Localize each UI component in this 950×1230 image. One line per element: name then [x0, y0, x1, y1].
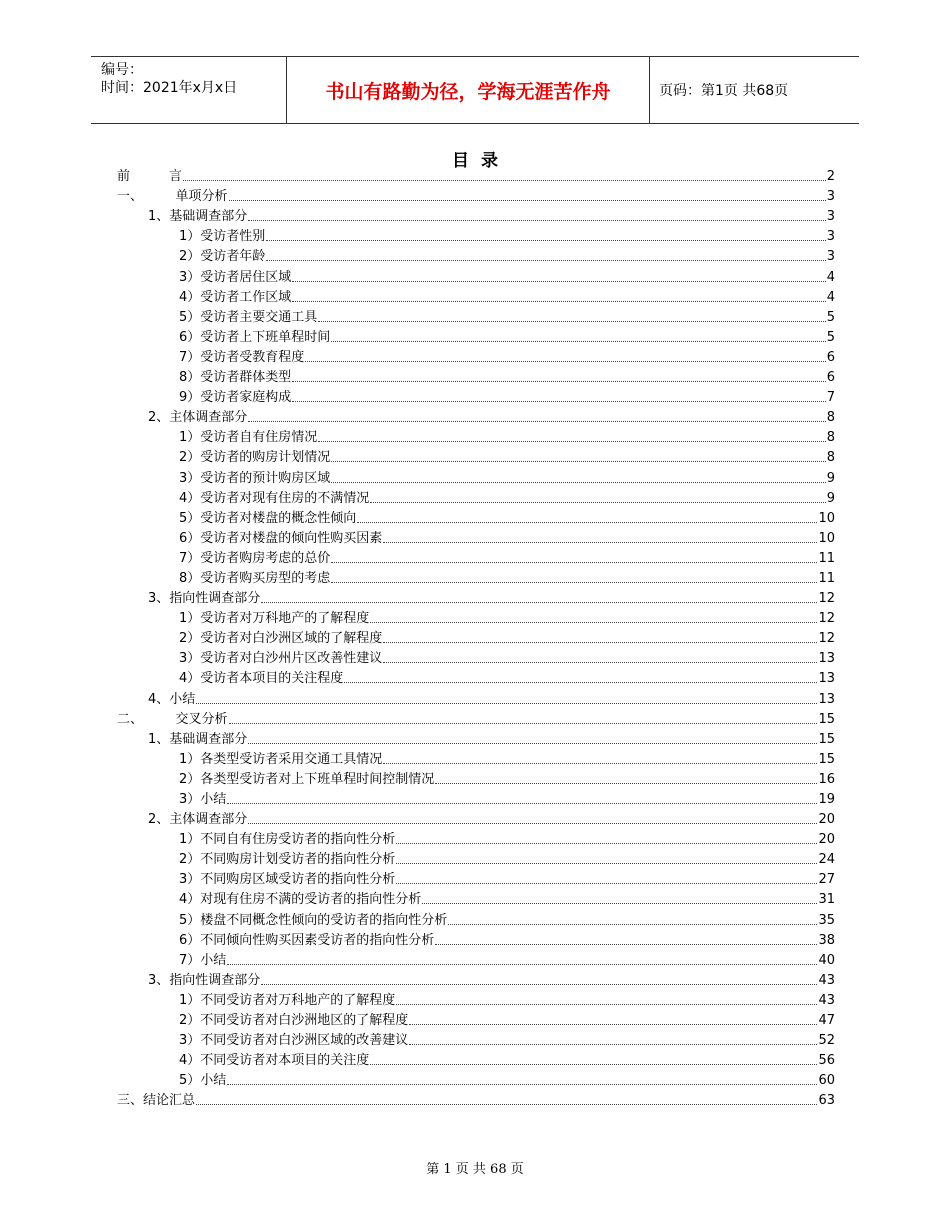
toc-entry-text: 5）受访者对楼盘的概念性倾向	[179, 510, 357, 526]
toc-leader	[344, 682, 817, 683]
toc-entry[interactable]	[117, 446, 835, 466]
toc-entry-page: 4	[826, 289, 835, 305]
toc-entry-text: 1、基础调查部分	[148, 209, 248, 225]
toc-entry-page: 10	[818, 510, 835, 526]
number-label: 编号：	[101, 62, 143, 78]
toc-entry-page: 38	[818, 932, 835, 948]
toc-entry-page: 47	[818, 1013, 835, 1029]
toc-entry-text: 6）受访者对楼盘的倾向性购买因素	[179, 530, 383, 546]
toc-entry-text: 8）受访者群体类型	[179, 370, 292, 386]
toc-entry[interactable]	[117, 1049, 835, 1069]
toc-entry-page: 40	[818, 952, 835, 968]
toc-entry-page: 8	[826, 450, 835, 466]
toc-entry[interactable]	[117, 165, 835, 185]
toc-entry-page: 43	[818, 972, 835, 988]
toc-leader	[422, 903, 817, 904]
toc-leader	[409, 1044, 817, 1045]
toc-entry[interactable]	[117, 1009, 835, 1029]
toc-entry-page: 11	[818, 570, 835, 586]
toc-entry-text: 1）不同自有住房受访者的指向性分析	[179, 832, 396, 848]
toc-leader	[331, 461, 825, 462]
toc-leader	[396, 1004, 817, 1005]
toc-leader	[448, 924, 817, 925]
toc-entry[interactable]	[117, 587, 835, 607]
toc-entry-text: 2）受访者年龄	[179, 249, 266, 265]
toc-leader	[196, 703, 817, 704]
toc-entry[interactable]	[117, 567, 835, 587]
toc-entry-page: 3	[826, 189, 835, 205]
toc-leader	[292, 281, 825, 282]
toc-leader	[261, 602, 817, 603]
toc-entry-text: 1）不同受访者对万科地产的了解程度	[179, 992, 396, 1008]
toc-entry-text: 5）小结	[179, 1073, 227, 1089]
toc-entry-page: 52	[818, 1033, 835, 1049]
toc-leader	[331, 341, 825, 342]
toc-entry-text: 5）楼盘不同概念性倾向的受访者的指向性分析	[179, 912, 448, 928]
toc-entry-page: 12	[818, 631, 835, 647]
toc-entry-page: 13	[818, 651, 835, 667]
toc-entry[interactable]	[117, 1089, 835, 1109]
toc-entry-text: 3）小结	[179, 792, 227, 807]
toc-entry[interactable]	[117, 647, 835, 667]
toc-entry-text: 4）不同受访者对本项目的关注度	[179, 1053, 370, 1069]
toc-entry[interactable]	[117, 929, 835, 949]
toc-entry[interactable]	[117, 908, 835, 928]
toc-entry[interactable]	[117, 487, 835, 507]
toc-entry-page: 20	[818, 812, 835, 828]
toc-entry-page: 43	[818, 992, 835, 1008]
toc-leader	[229, 200, 826, 201]
toc-entry-text: 1）受访者对万科地产的了解程度	[179, 611, 370, 627]
toc-leader	[248, 743, 817, 744]
toc-entry[interactable]	[117, 607, 835, 627]
toc-entry[interactable]	[117, 728, 835, 748]
toc-leader	[266, 260, 825, 261]
toc-entry[interactable]	[117, 808, 835, 828]
toc-entry[interactable]	[117, 286, 835, 306]
toc-leader	[261, 984, 817, 985]
document-header	[91, 56, 859, 124]
toc-entry-page: 4	[826, 269, 835, 285]
toc-entry-page: 6	[826, 370, 835, 386]
toc-entry-text: 4）受访者本项目的关注程度	[179, 671, 344, 687]
toc-entry[interactable]	[117, 828, 835, 848]
toc-entry-text: 8）受访者购买房型的考虑	[179, 570, 331, 586]
toc-leader	[292, 301, 825, 302]
toc-leader	[383, 662, 817, 663]
toc-leader	[292, 401, 825, 402]
toc-entry-page: 13	[818, 691, 835, 707]
toc-leader	[331, 562, 817, 563]
toc-leader	[396, 883, 817, 884]
toc-leader	[266, 240, 825, 241]
toc-entry[interactable]	[117, 466, 835, 486]
header-info	[101, 61, 237, 97]
toc-leader	[229, 723, 818, 724]
toc-entry[interactable]	[117, 748, 835, 768]
toc-entry-page: 8	[826, 410, 835, 426]
toc-entry[interactable]	[117, 768, 835, 788]
header-motto: 书山有路勤为径，学海无涯苦作舟	[325, 80, 611, 103]
toc-entry-page: 63	[818, 1093, 835, 1109]
toc-entry-page: 15	[818, 711, 835, 727]
toc-entry[interactable]	[117, 306, 835, 326]
toc-entry[interactable]	[117, 667, 835, 687]
toc-entry-text: 2）受访者的购房计划情况	[179, 450, 331, 466]
toc-leader	[409, 1024, 817, 1025]
toc-entry[interactable]	[117, 989, 835, 1009]
toc-leader	[370, 622, 817, 623]
toc-entry-text: 4）受访者对现有住房的不满情况	[179, 490, 370, 506]
toc-entry[interactable]	[117, 326, 835, 346]
toc-entry[interactable]	[117, 687, 835, 707]
toc-entry-text: 2）不同受访者对白沙洲地区的了解程度	[179, 1013, 409, 1029]
toc-entry[interactable]	[117, 868, 835, 888]
toc-entry-page: 6	[826, 349, 835, 365]
toc-leader	[318, 441, 825, 442]
toc-entry-page: 3	[826, 209, 835, 225]
toc-entry-page: 27	[818, 872, 835, 888]
toc-entry-page: 3	[826, 249, 835, 265]
toc-entry-page: 10	[818, 530, 835, 546]
toc-entry-text: 9）受访者家庭构成	[179, 390, 292, 406]
toc-entry-text: 2）不同购房计划受访者的指向性分析	[179, 852, 396, 868]
toc-entry-text: 1）受访者自有住房情况	[179, 430, 318, 446]
toc-leader	[248, 421, 825, 422]
toc-entry[interactable]	[117, 888, 835, 908]
toc-leader	[396, 843, 817, 844]
toc-entry[interactable]	[117, 708, 835, 728]
toc-entry-text: 5）受访者主要交通工具	[179, 309, 318, 325]
toc-leader	[357, 522, 817, 523]
toc-entry-text: 3、指向性调查部分	[148, 591, 261, 607]
toc-leader	[383, 542, 817, 543]
toc-entry-text: 前 言	[117, 169, 183, 185]
toc-leader	[227, 1084, 817, 1085]
toc-leader	[435, 783, 817, 784]
header-page-label: 页码：第1页 共68页	[659, 83, 789, 99]
toc-entry-text: 1、基础调查部分	[148, 731, 248, 747]
toc-entry[interactable]	[117, 788, 835, 808]
toc-entry-page: 60	[818, 1073, 835, 1089]
toc-entry-text: 6）受访者上下班单程时间	[179, 329, 331, 345]
toc-entry-text: 2、主体调查部分	[148, 410, 248, 426]
toc-entry-text: 3）受访者居住区域	[179, 269, 292, 285]
toc-entry-page: 15	[818, 731, 835, 747]
toc-entry[interactable]	[117, 627, 835, 647]
toc-entry-page: 12	[818, 611, 835, 627]
toc-entry[interactable]	[117, 225, 835, 245]
toc-entry-text: 3）受访者的预计购房区域	[179, 470, 331, 486]
toc-leader	[292, 381, 825, 382]
toc-entry[interactable]	[117, 205, 835, 225]
toc-leader	[331, 582, 817, 583]
toc-entry-text: 4、小结	[148, 691, 196, 707]
toc-entry[interactable]	[117, 426, 835, 446]
toc-entry-text: 3、指向性调查部分	[148, 972, 261, 988]
toc-entry-text: 7）受访者受教育程度	[179, 349, 305, 365]
toc-entry-page: 5	[826, 329, 835, 345]
toc-entry[interactable]	[117, 527, 835, 547]
toc-entry-page: 13	[818, 671, 835, 687]
toc-entry-page: 3	[826, 229, 835, 245]
toc-entry-text: 3）受访者对白沙州片区改善性建议	[179, 651, 383, 667]
toc-entry[interactable]	[117, 406, 835, 426]
toc-entry-page: 2	[826, 169, 835, 185]
toc-entry[interactable]	[117, 346, 835, 366]
toc-entry[interactable]	[117, 969, 835, 989]
toc-leader	[396, 863, 817, 864]
toc-entry[interactable]	[117, 547, 835, 567]
toc-entry-text: 3）不同受访者对白沙洲区域的改善建议	[179, 1033, 409, 1049]
toc-entry-page: 7	[826, 390, 835, 406]
toc-leader	[331, 482, 825, 483]
toc-entry-text: 4）受访者工作区域	[179, 289, 292, 305]
toc-leader	[227, 964, 817, 965]
toc-entry-text: 2）受访者对白沙洲区域的了解程度	[179, 631, 383, 647]
toc-entry[interactable]	[117, 1069, 835, 1089]
toc-entry-page: 31	[818, 892, 835, 908]
toc-entry-text: 二、 交叉分析	[117, 711, 228, 727]
toc-entry-text: 2、主体调查部分	[148, 812, 248, 828]
toc-entry[interactable]	[117, 265, 835, 285]
toc-leader	[248, 823, 817, 824]
toc-entry-page: 24	[818, 852, 835, 868]
toc-entry-page: 5	[826, 309, 835, 325]
toc-entry-page: 16	[818, 771, 835, 787]
toc-leader	[305, 361, 825, 362]
toc-entry-text: 2）各类型受访者对上下班单程时间控制情况	[179, 771, 435, 787]
toc-entry[interactable]	[117, 366, 835, 386]
toc-entry[interactable]	[117, 1029, 835, 1049]
header-divider	[649, 57, 650, 123]
toc-leader	[435, 944, 817, 945]
toc-entry-page: 11	[818, 550, 835, 566]
toc-entry-page: 9	[826, 470, 835, 486]
toc-leader	[248, 220, 825, 221]
toc-leader	[383, 642, 817, 643]
toc-leader	[318, 321, 825, 322]
toc-leader	[383, 763, 817, 764]
toc-entry-page: 20	[818, 832, 835, 848]
date-label: 时间：2021年x月x日	[101, 80, 238, 96]
toc-entry-text: 7）受访者购房考虑的总价	[179, 550, 331, 566]
toc-entry-text: 6）不同倾向性购买因素受访者的指向性分析	[179, 932, 435, 948]
toc-entry-text: 1）受访者性别	[179, 229, 266, 245]
toc-entry-text: 1）各类型受访者采用交通工具情况	[179, 751, 383, 767]
toc-leader	[227, 803, 817, 804]
toc-entry[interactable]	[117, 949, 835, 969]
toc-entry[interactable]	[117, 185, 835, 205]
toc-entry-page: 35	[818, 912, 835, 928]
toc-entry-text: 3）不同购房区域受访者的指向性分析	[179, 872, 396, 888]
toc-leader	[370, 1064, 817, 1065]
toc-leader	[370, 502, 825, 503]
toc-entry[interactable]	[117, 848, 835, 868]
toc-title: 目录	[452, 151, 510, 171]
toc-entry[interactable]	[117, 507, 835, 527]
toc-entry-text: 一、 单项分析	[117, 189, 228, 205]
toc-entry-text: 7）小结	[179, 952, 227, 968]
toc-entry-text: 三、结论汇总	[117, 1093, 196, 1109]
toc-entry[interactable]	[117, 386, 835, 406]
page-footer: 第 1 页 共 68 页	[426, 1162, 524, 1177]
toc-entry-page: 15	[818, 751, 835, 767]
toc-entry-page: 12	[818, 591, 835, 607]
toc-entry-page: 56	[818, 1053, 835, 1069]
toc-leader	[183, 180, 826, 181]
toc-entry[interactable]	[117, 245, 835, 265]
toc-entry-text: 4）对现有住房不满的受访者的指向性分析	[179, 892, 422, 908]
toc-entry-page: 8	[826, 430, 835, 446]
table-of-contents	[117, 165, 835, 1109]
toc-entry-page: 9	[826, 490, 835, 506]
toc-entry-page: 19	[818, 792, 835, 807]
toc-leader	[196, 1104, 817, 1105]
